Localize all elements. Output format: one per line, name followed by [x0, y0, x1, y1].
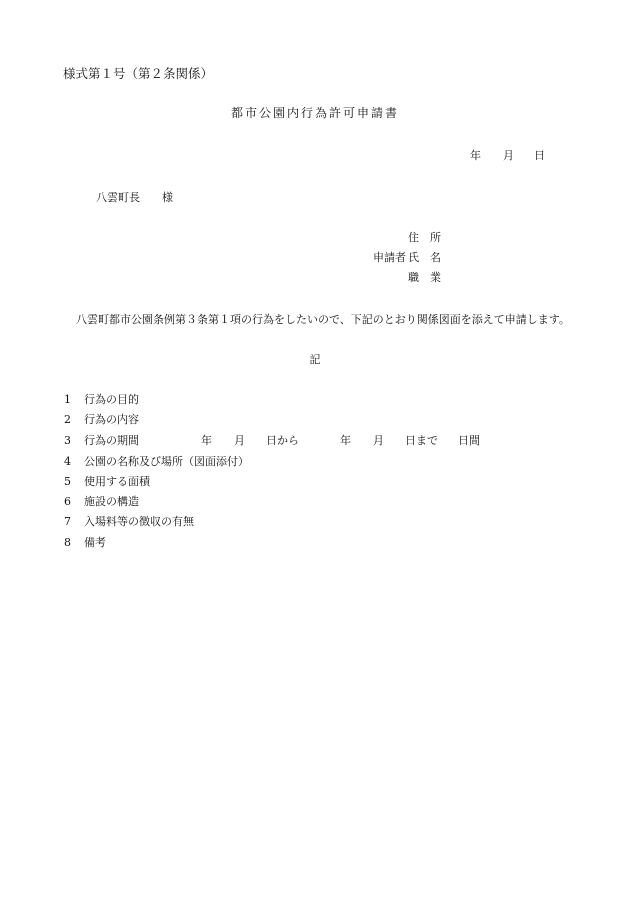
ki-heading: 記 [309, 353, 321, 366]
list-item: 1 行為の目的 [64, 393, 139, 406]
address-label: 住 所 [408, 231, 441, 244]
date-year: 年 [470, 149, 481, 162]
addressee: 八雲町長 様 [96, 191, 173, 204]
date-month: 月 [503, 149, 514, 162]
list-item: 4 公園の名称及び場所（図面添付） [64, 455, 249, 468]
occupation-label: 職 業 [408, 271, 441, 284]
period-days: 日間 [458, 434, 480, 447]
list-item: 8 備考 [64, 536, 106, 549]
period-end-day: 日まで [405, 434, 438, 447]
period-start-day: 日から [266, 434, 299, 447]
list-item: 7 入場料等の徴収の有無 [64, 515, 194, 528]
period-end-month: 月 [373, 434, 384, 447]
date-day: 日 [534, 149, 545, 162]
period-end-year: 年 [340, 434, 351, 447]
name-label: 氏 名 [408, 251, 441, 264]
period-start-month: 月 [234, 434, 245, 447]
date-line [470, 149, 545, 163]
applicant-label: 申請者 [373, 251, 406, 264]
list-item: 6 施設の構造 [64, 495, 139, 508]
form-number: 様式第１号（第２条関係） [63, 66, 214, 81]
body-text: 八雲町都市公園条例第３条第１項の行為をしたいので、下記のとおり関係図面を添えて申請します。 [76, 313, 570, 326]
document-title: 都市公園内行為許可申請書 [230, 106, 399, 120]
list-item: 3 行為の期間 [64, 434, 139, 447]
list-item: 5 使用する面積 [64, 475, 150, 488]
list-item: 2 行為の内容 [64, 413, 139, 426]
period-start-year: 年 [201, 434, 212, 447]
